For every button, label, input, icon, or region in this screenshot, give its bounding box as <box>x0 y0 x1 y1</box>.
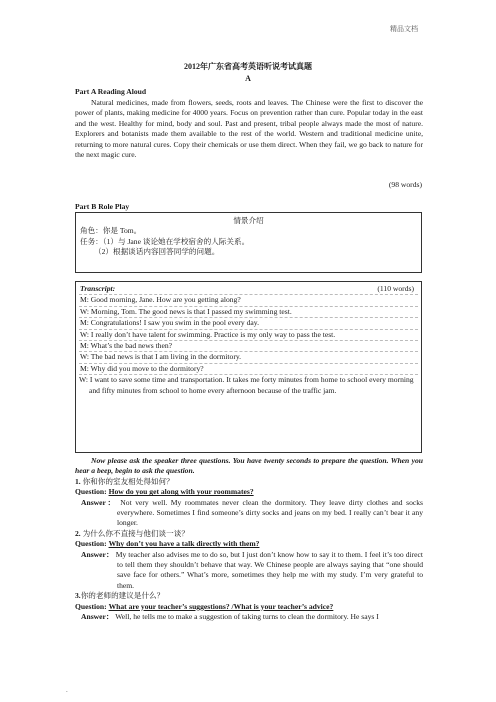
transcript-label: Transcript: <box>80 284 116 293</box>
transcript-header <box>79 284 418 295</box>
transcript-line: M: Congratulations! I saw you swim in the pool every day. <box>79 318 418 329</box>
page-subtitle: A <box>245 74 251 83</box>
transcript-line: W: I want to save some time and transportation. It takes me forty minutes from home to school every morning and fifty minutes from school to home every afternoon because of the traffic jam. <box>79 375 414 395</box>
situation-task-2: （2）根据谈话内容回答同学的问题。 <box>94 247 220 257</box>
transcript-word-count: (110 words) <box>377 284 414 293</box>
watermark: 精品文档 <box>390 25 418 33</box>
questions-section <box>75 456 423 623</box>
question-block <box>75 529 423 591</box>
question-prompt: 2. 为什么你不直接与他们谈一谈？ <box>75 528 189 538</box>
transcript-line: W: I really don’t have talent for swimming. Practice is my only way to pass the test. <box>79 330 418 341</box>
transcript-line: W: The bad news is that I am living in the dormitory. <box>79 352 418 363</box>
question-block <box>75 591 423 622</box>
situation-box <box>75 212 422 273</box>
part-b-heading: Part B Role Play <box>75 202 130 211</box>
answer-text: Answer： My teacher also advises me to do so, but I just don’t know how to say it to them. I feel it’s too direct to tell them they shouldn’t behave that way. We Chinese people are always saying that “one should save face for others.” What’s more, sometimes they help me with my study. I’m very grateful to them. <box>81 549 423 590</box>
situation-role: 角色：你是 Tom。 <box>80 226 142 236</box>
transcript-line: M: Good morning, Jane. How are you getting along? <box>79 295 418 306</box>
part-a-word-count: (98 words) <box>388 180 422 189</box>
page-title: 2012年广东省高考英语听说考试真题 <box>184 62 312 71</box>
question-line: Question: What are your teacher’s suggestions? /What is your teacher’s advice? <box>75 601 334 611</box>
question-line: Question: How do you get along with your roommates? <box>75 487 254 497</box>
answer-text: Answer： Well, he tells me to make a suggestion of taking turns to clean the dormitory. He says I <box>81 612 379 622</box>
transcript-box <box>75 281 422 453</box>
part-a-heading: Part A Reading Aloud <box>75 87 147 96</box>
transcript-line: W: Morning, Tom. The good news is that I passed my swimming test. <box>79 307 418 318</box>
situation-title: 情景介绍 <box>233 216 264 225</box>
answer-text: Answer： Not very well. My roommates never clean the dormitory. They leave dirty clothes and socks everywhere. Sometimes I find someone’s dirty socks and jeans on my bed. I really can’t bear it any longer. <box>81 497 423 528</box>
question-line: Question: Why don’t you have a talk directly with them? <box>75 539 260 549</box>
footer-mark: . <box>66 686 68 694</box>
question-prompt: 1. 你和你的室友相处得如何？ <box>75 476 174 486</box>
question-block <box>75 477 423 529</box>
question-prompt: 3.你的老师的建议是什么？ <box>75 591 165 601</box>
situation-task-1: 任务：（1）与 Jane 谈论她在学校宿舍的人际关系。 <box>80 236 250 246</box>
instruction-text: Now please ask the speaker three questions. You have twenty seconds to prepare the question. When you hear a beep, begin to ask the question. <box>75 456 423 476</box>
transcript-line: M: What’s the bad news then? <box>79 341 418 352</box>
transcript-line: M: Why did you move to the dormitory? <box>79 364 418 375</box>
part-a-paragraph: Natural medicines, made from flowers, seeds, roots and leaves. The Chinese were the first to discover the power of plants, making medicine for 4000 years. Focus on prevention rather than cure. Popular today in the east and the west. Healthy for mind, body and soul. Past and present, tribal people always made the most of nature. Explorers and botanists made them available to the rest of the world. Western and traditional medicine unite, returning to more natural cures. Copy their chemicals or use them direct. When they fail, we go back to nature for the next magic cure. <box>75 98 423 160</box>
